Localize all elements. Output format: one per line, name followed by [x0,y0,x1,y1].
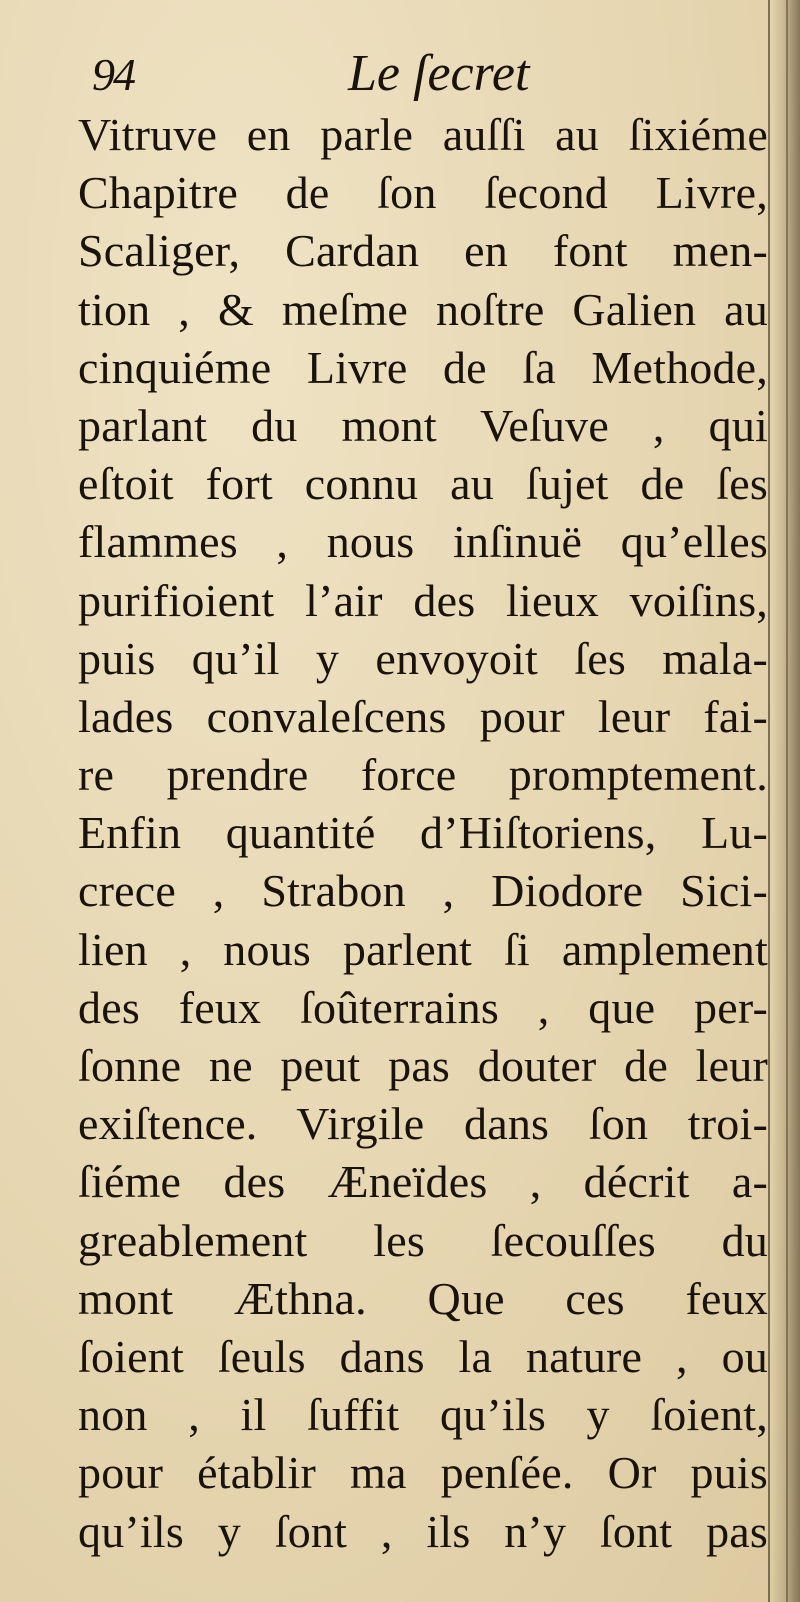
page-edge-line-outer [786,0,788,1602]
text-line: lien , nous parlent ſi amplement [78,923,768,975]
text-line: purifioient l’air des lieux voiſins, [78,574,768,626]
text-line: Vitruve en parle auſſi au ſixiéme [78,109,768,160]
text-line: ſoient ſeuls dans la nature , ou [78,1330,768,1382]
text-line: Enfin quantité d’Hiſtoriens, Lu- [78,807,768,859]
page-header [92,40,732,110]
text-line: crece , Strabon , Diodore Sici- [78,865,768,917]
text-line: lades convaleſcens pour leur fai- [78,690,768,742]
text-line: parlant du mont Veſuve , qui [78,399,768,451]
text-line: greablement les ſecouſſes du [78,1214,768,1266]
text-line: non , il ſuffit qu’ils y ſoient, [78,1389,768,1441]
body-text [78,106,768,1561]
page-edge-line [768,0,770,1602]
text-line: exiſtence. Virgile dans ſon troi- [78,1098,768,1150]
text-line: Scaliger, Cardan en font men- [78,225,768,277]
text-line: cinquiéme Livre de ſa Methode, [78,341,768,393]
page-number: 94 [92,49,134,100]
text-line: mont Æthna. Que ces feux [78,1272,768,1324]
text-line: tion , & meſme noſtre Galien au [78,283,768,335]
text-line: pour établir ma penſée. Or puis [78,1447,768,1499]
text-line: ſiéme des Æneïdes , décrit a- [78,1156,768,1208]
running-head: Le ſecret [348,45,530,102]
text-line: flammes , nous inſinuë qu’elles [78,516,768,568]
text-line: des feux ſoûterrains , que per- [78,981,768,1033]
text-line: ſonne ne peut pas douter de leur [78,1040,768,1091]
text-line: eſtoit fort connu au ſujet de ſes [78,458,768,510]
text-line: re prendre force promptement. [78,749,768,801]
text-line: puis qu’il y envoyoit ſes mala- [78,632,768,684]
text-line: Chapitre de ſon ſecond Livre, [78,167,768,219]
text-line: qu’ils y ſont , ils n’y ſont pas [78,1505,768,1557]
